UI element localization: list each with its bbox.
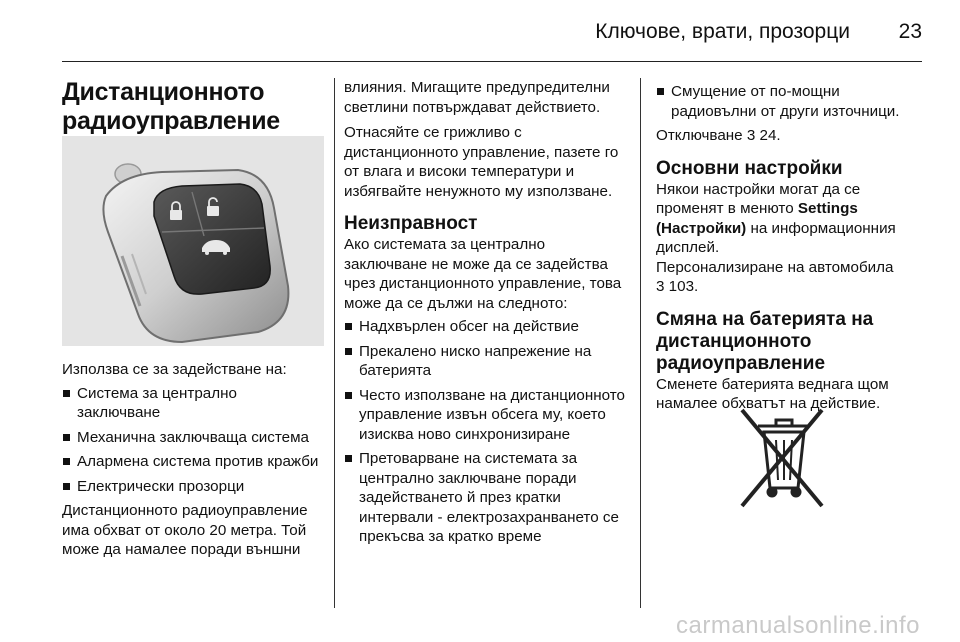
page-ref-arrow-icon[interactable]: 3 [656,278,665,295]
crossed-out-bin-icon [736,402,826,518]
paragraph-care: Отнасяйте се грижливо с дистанционното управление, пазете го от влага и високи температури и избягвайте ненужното му използване. [344,124,619,200]
usage-intro: Използва се за задействане на: [62,361,287,378]
list-item: Често използване на дистанционното управление извън обсега му, което изисква ново синхронизиране [344,386,626,445]
range-paragraph: Дистанционното радиоуправление има обхват от около 20 метра. Той може да намалее поради външни [62,502,308,558]
list-item: Система за централно заключване [62,384,324,423]
list-item: Смущение от по-мощни радиовълни от други източници. [656,82,926,121]
interference-list [656,82,926,121]
list-item: Алармена система против кражби [62,452,324,472]
list-item: Претоварване на системата за централно заключване поради задействането й през кратки интервали - електрозахранването се прекъсва за кратко време [344,449,626,547]
page-header [62,0,922,62]
column-divider-1 [334,78,335,608]
page-ref-arrow-icon[interactable]: 3 [746,127,756,144]
column-3 [656,82,926,414]
page-number: 23 [898,20,922,43]
list-item: Механична заключваща система [62,428,324,448]
list-item: Електрически прозорци [62,477,324,497]
unlock-reference: Отключване 3 24. [656,127,781,144]
section-heading-battery: Смяна на батерията на дистанционното радиоуправление [656,308,874,374]
paragraph-battery: Сменете батерията веднага щом намалее обхватът на действие. [656,375,889,412]
key-fob-photo [62,136,324,346]
column-divider-2 [640,78,641,608]
key-fob-illustration [62,136,324,346]
paragraph-settings: Някои настройки могат да се променят в менюто Settings (Настройки) на информационния дисплей. Персонализиране на автомобила 3 103. [656,180,896,295]
header-title: Ключове, врати, прозорци [595,20,850,43]
column-2 [344,78,626,552]
section-heading-basic-settings: Основни настройки [656,157,843,179]
column-1 [62,78,324,136]
paragraph-signal: влияния. Мигащите предупредителни светлини потвърждават действието. [344,79,610,116]
column-1-text [62,360,324,560]
section-heading-fault: Неизправност [344,213,478,234]
watermark: carmanualsonline.info [676,612,920,639]
paragraph-fault: Ако системата за централно заключване не може да се задейства чрез дистанционното управление, това може да се дължи на следното: [344,236,622,312]
list-item: Надхвърлен обсег на действие [344,317,626,337]
usage-list [62,384,324,497]
fault-list [344,317,626,547]
settings-menu-label: Settings (Настройки) [656,200,858,237]
section-heading-remote: Дистанционното радиоуправление [62,78,280,135]
list-item: Прекалено ниско напрежение на батерията [344,342,626,381]
